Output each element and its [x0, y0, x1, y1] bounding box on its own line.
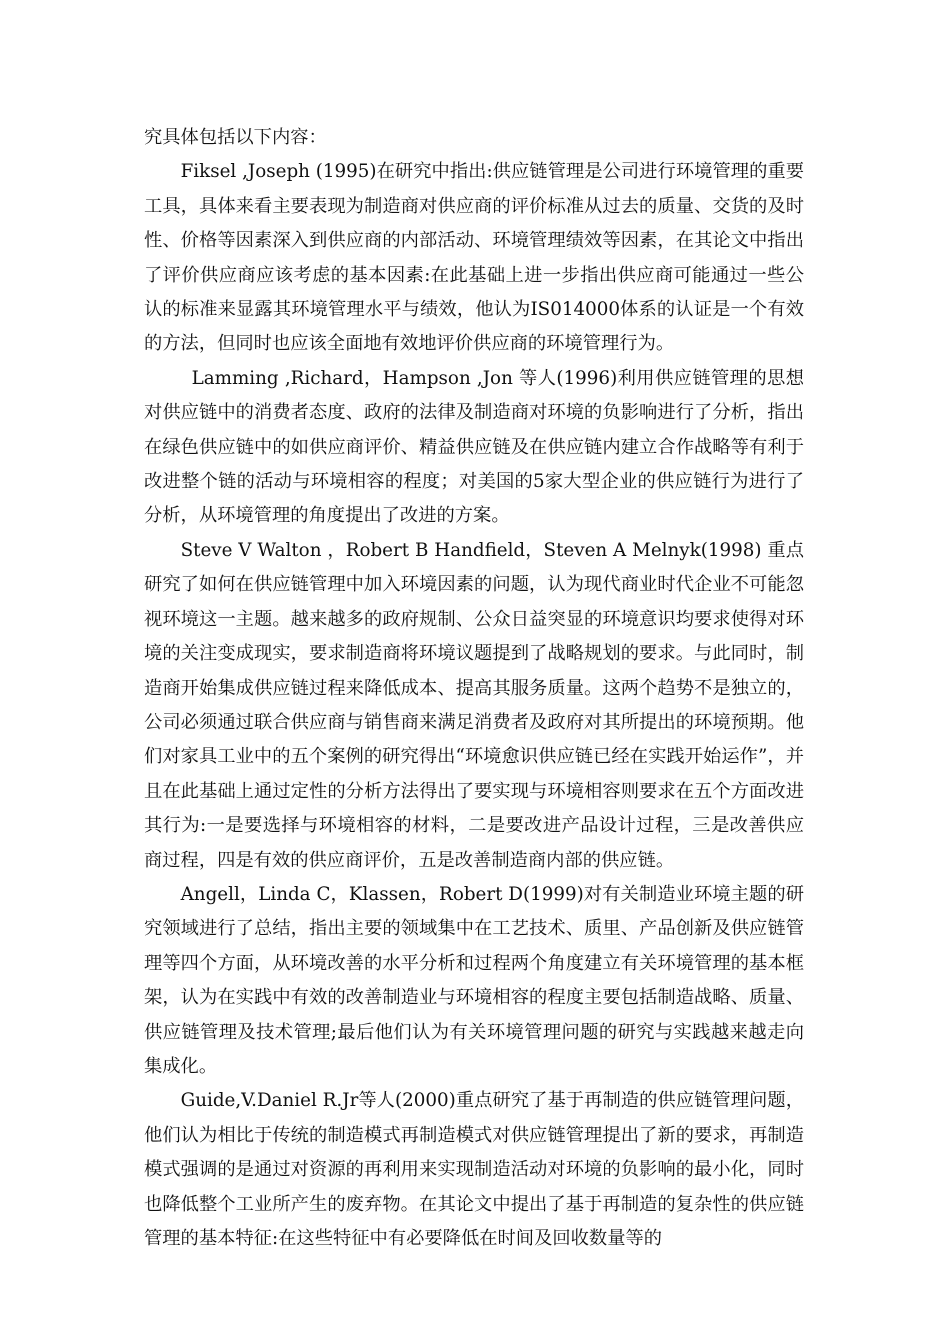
body-text: [144, 121, 804, 1256]
paragraph-walton: Steve V Walton ，Robert B Handfield，Steven A Melnyk(1998) 重点研究了如何在供应链管理中加入环境因素的问题，认为现代商业时代企业不可能忽视环境这一主题。越来越多的政府规制、公众日益突显的环境意识均要求使得对环境的关注变成现实，要求制造商将环境议题提到了战略规划的要求。与此同时，制造商开始集成供应链过程来降低成本、提高其服务质量。这两个趋势不是独立的，公司必须通过联合供应商与销售商来满足消费者及政府对其所提出的环境预期。他们对家具工业中的五个案例的研究得出“环境愈识供应链已经在实践开始运作”，并且在此基础上通过定性的分析方法得出了要实现与环境相容则要求在五个方面改进其行为:一是要选择与环境相容的材料，二是要改进产品设计过程，三是改善供应商过程，四是有效的供应商评价，五是改善制造商内部的供应链。: [144, 539, 804, 871]
paragraph-lamming: Lamming ,Richard，Hampson ,Jon 等人(1996)利用供应链管理的思想对供应链中的消费者态度、政府的法律及制造商对环境的负影响进行了分析，指出在绿色供应链中的如供应商评价、精益供应链及在供应链内建立合作战略等有利于改进整个链的活动与环境相容的程度；对美国的5家大型企业的供应链行为进行了分析，从环境管理的角度提出了改进的方案。: [144, 367, 804, 527]
paragraph-angell: Angell，Linda C，Klassen，Robert D(1999)对有关制造业环境主题的研究领域进行了总结，指出主要的领域集中在工艺技术、质里、产品创新及供应链管理等四个方面，从环境改善的水平分析和过程两个角度建立有关环境管理的基本框架，认为在实践中有效的改善制造业与环境相容的程度主要包括制造战略、质量、供应链管理及技术管理;最后他们认为有关环境管理问题的研究与实践越来越走向集成化。: [144, 883, 804, 1077]
paragraph-intro: 究具体包括以下内容：: [144, 127, 327, 148]
paragraph-guide: Guide,V.Daniel R.Jr等人(2000)重点研究了基于再制造的供应链管理问题，他们认为相比于传统的制造模式再制造模式对供应链管理提出了新的要求，再制造模式强调的是通过对资源的再利用来实现制造活动对环境的负影响的最小化，同时也降低整个工业所产生的废弃物。在其论文中提出了基于再制造的复杂性的供应链管理的基本特征:在这些特征中有必要降低在时间及回收数量等的: [144, 1090, 804, 1249]
paragraph-fiksel: Fiksel ,Joseph (1995)在研究中指出:供应链管理是公司进行环境管理的重要工具，具体来看主要表现为制造商对供应商的评价标准从过去的质量、交货的及时性、价格等因素深入到供应商的内部活动、环境管理绩效等因素，在其论文中指出了评价供应商应该考虑的基本因素:在此基础上进一步指出供应商可能通过一些公认的标准来显露其环境管理水平与绩效，他认为IS014000体系的认证是一个有效的方法，但同时也应该全面地有效地评价供应商的环境管理行为。: [144, 161, 804, 355]
